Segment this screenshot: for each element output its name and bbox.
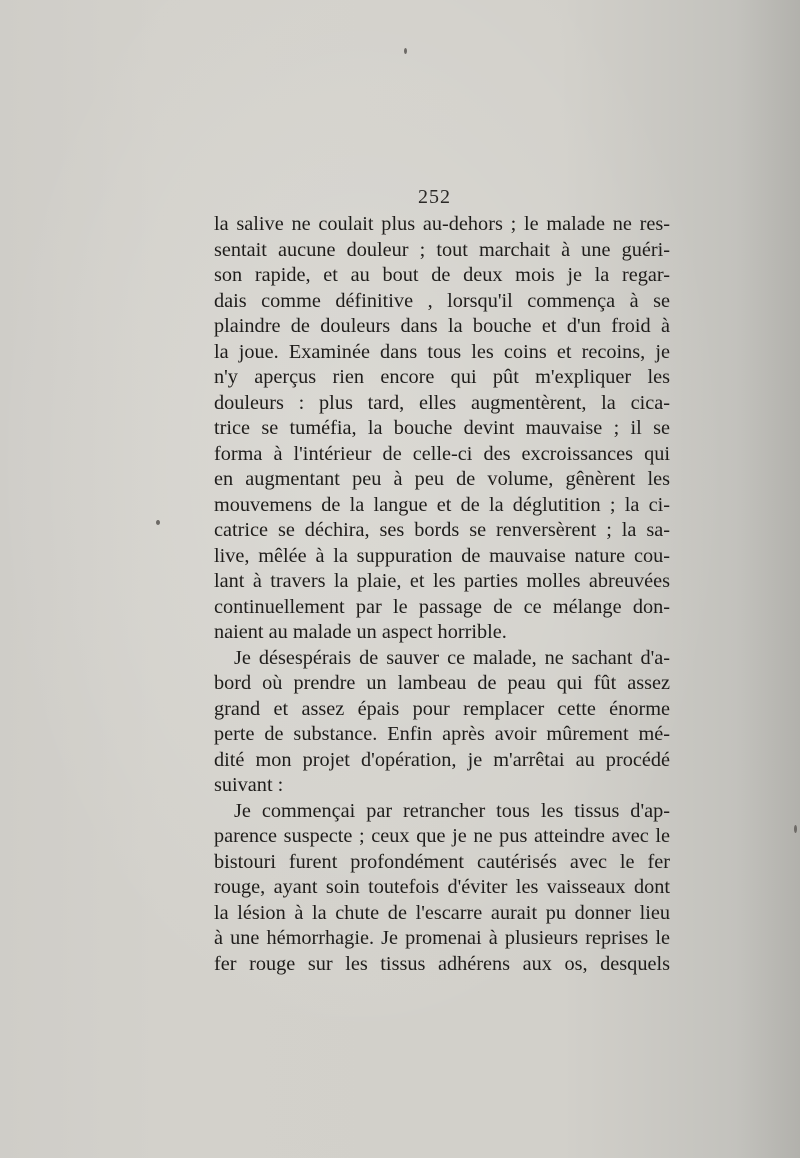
- text-line: Je commençai par retrancher tous les tissus d'ap-: [234, 799, 670, 822]
- text-line: mouvemens de la langue et de la déglutition ; la ci-: [214, 493, 670, 516]
- text-line: lant à travers la plaie, et les parties molles abreuvées: [214, 570, 670, 592]
- text-line: catrice se déchira, ses bords se renversèrent ; la sa-: [214, 519, 670, 541]
- paper-speck: [156, 520, 160, 525]
- text-line: naient au malade un aspect horrible.: [214, 621, 507, 643]
- page-body-text: [214, 212, 670, 977]
- text-line: plaindre de douleurs dans la bouche et d'un froid à: [214, 315, 670, 337]
- paragraph-2: [214, 646, 670, 799]
- text-line: continuellement par le passage de ce mélange don-: [214, 595, 670, 618]
- text-line: bistouri furent profondément cautérisés avec le fer: [214, 850, 670, 873]
- text-line: sentait aucune douleur ; tout marchait à une guéri-: [214, 238, 670, 261]
- text-line: la joue. Examinée dans tous les coins et recoins, je: [214, 340, 670, 363]
- text-line: fer rouge sur les tissus adhérens aux os, desquels: [214, 952, 670, 975]
- text-line: suivant :: [214, 774, 284, 796]
- paper-speck: [794, 825, 797, 833]
- text-line: dité mon projet d'opération, je m'arrêtai au procédé: [214, 748, 670, 771]
- text-line: douleurs : plus tard, elles augmentèrent, la cica-: [214, 391, 670, 414]
- paragraph-1: [214, 212, 670, 646]
- text-line: rouge, ayant soin toutefois d'éviter les vaisseaux dont: [214, 876, 670, 898]
- text-line: dais comme définitive , lorsqu'il commença à se: [214, 289, 670, 312]
- text-line: trice se tuméfia, la bouche devint mauvaise ; il se: [214, 417, 670, 439]
- text-line: en augmentant peu à peu de volume, gênèrent les: [214, 468, 670, 490]
- page-number: 252: [418, 186, 451, 208]
- text-line: parence suspecte ; ceux que je ne pus atteindre avec le: [214, 825, 670, 847]
- text-line: n'y aperçus rien encore qui pût m'expliquer les: [214, 366, 670, 388]
- text-line: Je désespérais de sauver ce malade, ne sachant d'a-: [234, 646, 670, 669]
- text-line: forma à l'intérieur de celle-ci des excroissances qui: [214, 442, 670, 465]
- text-line: live, mêlée à la suppuration de mauvaise nature cou-: [214, 544, 670, 567]
- text-line: à une hémorrhagie. Je promenai à plusieurs reprises le: [214, 927, 670, 949]
- text-line: son rapide, et au bout de deux mois je la regar-: [214, 264, 670, 286]
- paper-speck: [404, 48, 407, 54]
- text-line: la salive ne coulait plus au-dehors ; le malade ne res-: [214, 213, 670, 235]
- text-line: bord où prendre un lambeau de peau qui fût assez: [214, 672, 670, 694]
- text-line: la lésion à la chute de l'escarre aurait pu donner lieu: [214, 901, 670, 924]
- text-line: perte de substance. Enfin après avoir mûrement mé-: [214, 723, 670, 745]
- text-line: grand et assez épais pour remplacer cette énorme: [214, 697, 670, 720]
- paragraph-3: [214, 799, 670, 978]
